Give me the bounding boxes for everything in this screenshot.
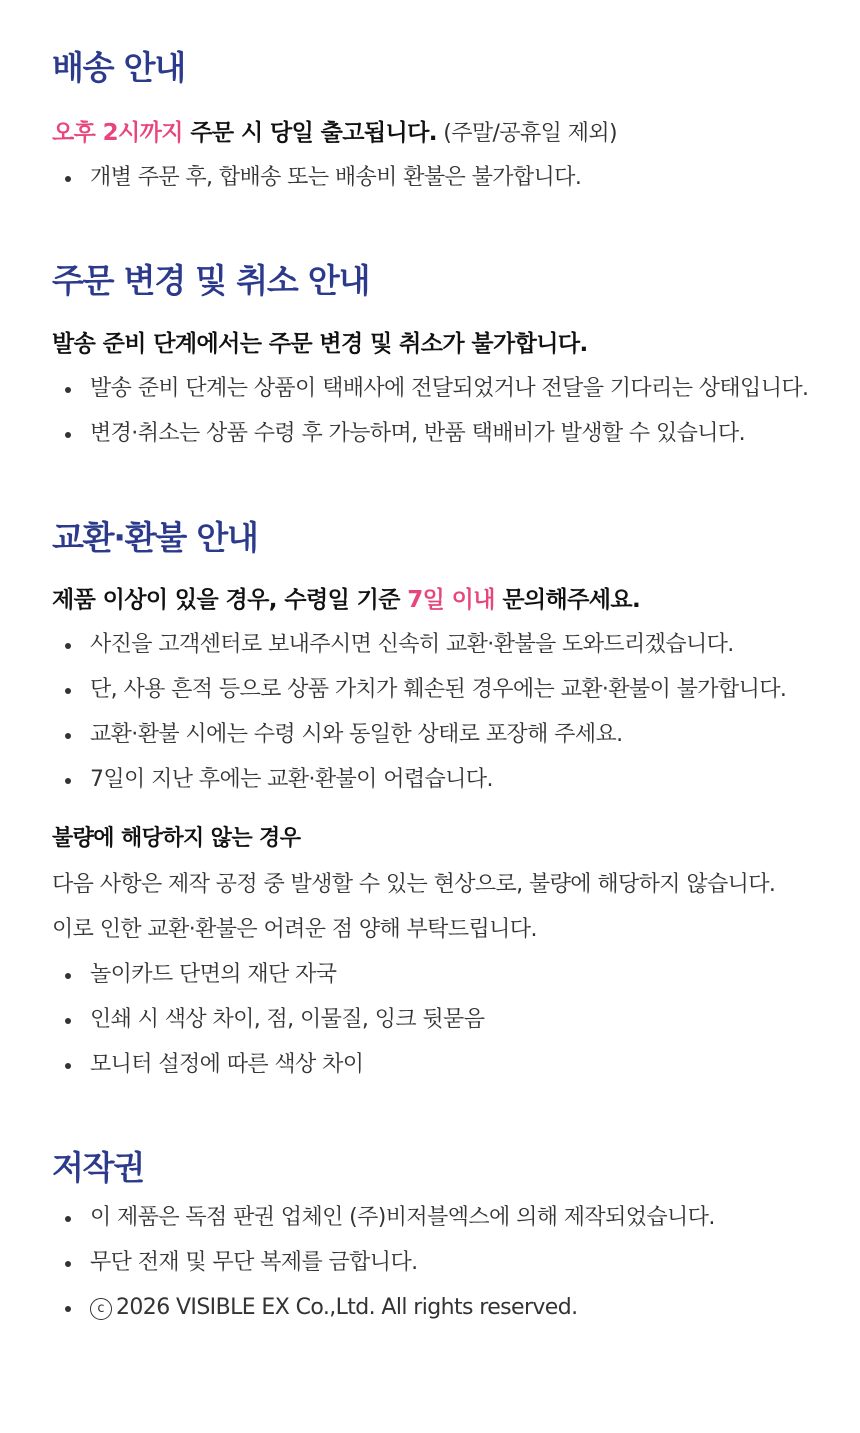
defect-list [52, 960, 484, 1095]
exchange-lead-before: 제품 이상이 있을 경우, 수령일 기준 [52, 587, 408, 613]
exchange-lead-highlight: 7일 이내 [407, 587, 495, 613]
shipping-lead-text: 주문 시 당일 출고됩니다. [182, 120, 437, 146]
list-item: 단, 사용 흔적 등으로 상품 가치가 훼손된 경우에는 교환·환불이 불가합니다. [52, 675, 786, 720]
list-item: 발송 준비 단계는 상품이 택배사에 전달되었거나 전달을 기다리는 상태입니다. [52, 374, 808, 419]
shipping-lead-note: (주말/공휴일 제외) [436, 121, 617, 146]
list-item: 변경·취소는 상품 수령 후 가능하며, 반품 택배비가 발생할 수 있습니다. [52, 419, 808, 464]
exchange-list [52, 630, 786, 810]
order-change-lead: 발송 준비 단계에서는 주문 변경 및 취소가 불가합니다. [52, 331, 588, 357]
defect-line-2: 이로 인한 교환·환불은 어려운 점 양해 부탁드립니다. [52, 917, 537, 942]
copyright-section [52, 1148, 832, 1320]
list-item: 사진을 고객센터로 보내주시면 신속히 교환·환불을 도와드리겠습니다. [52, 630, 786, 675]
list-item: 7일이 지난 후에는 교환·환불이 어렵습니다. [52, 765, 786, 810]
shipping-list [52, 163, 581, 208]
copyright-line [52, 1293, 715, 1338]
list-item: 놀이카드 단면의 재단 자국 [52, 960, 484, 1005]
order-change-title: 주문 변경 및 취소 안내 [52, 261, 370, 300]
list-item: 무단 전재 및 무단 복제를 금합니다. [52, 1248, 715, 1293]
copyright-title: 저작권 [52, 1148, 145, 1187]
exchange-lead-after: 문의해주세요. [494, 587, 641, 613]
defect-line-1: 다음 사항은 제작 공정 중 발생할 수 있는 현상으로, 불량에 해당하지 않습니다. [52, 872, 776, 897]
list-item: 이 제품은 독점 판권 업체인 (주)비저블엑스에 의해 제작되었습니다. [52, 1203, 715, 1248]
list-item: 모니터 설정에 따른 색상 차이 [52, 1050, 484, 1095]
exchange-lead [52, 585, 640, 615]
order-change-list [52, 374, 808, 464]
shipping-section [52, 48, 832, 190]
shipping-title: 배송 안내 [52, 48, 186, 87]
defect-title: 불량에 해당하지 않는 경우 [52, 826, 301, 851]
copyright-icon: c [90, 1298, 112, 1320]
list-item: 인쇄 시 색상 차이, 점, 이물질, 잉크 뒷묻음 [52, 1005, 484, 1050]
exchange-title: 교환·환불 안내 [52, 518, 258, 557]
exchange-section [52, 518, 832, 1077]
list-item: 개별 주문 후, 합배송 또는 배송비 환불은 불가합니다. [52, 163, 581, 208]
list-item: 교환·환불 시에는 수령 시와 동일한 상태로 포장해 주세요. [52, 720, 786, 765]
copyright-list [52, 1203, 715, 1338]
order-change-section [52, 261, 832, 446]
shipping-lead [52, 118, 617, 149]
shipping-lead-highlight: 오후 2시까지 [52, 120, 183, 146]
copyright-text: 2026 VISIBLE EX Co.,Ltd. All rights reserved. [116, 1295, 578, 1320]
